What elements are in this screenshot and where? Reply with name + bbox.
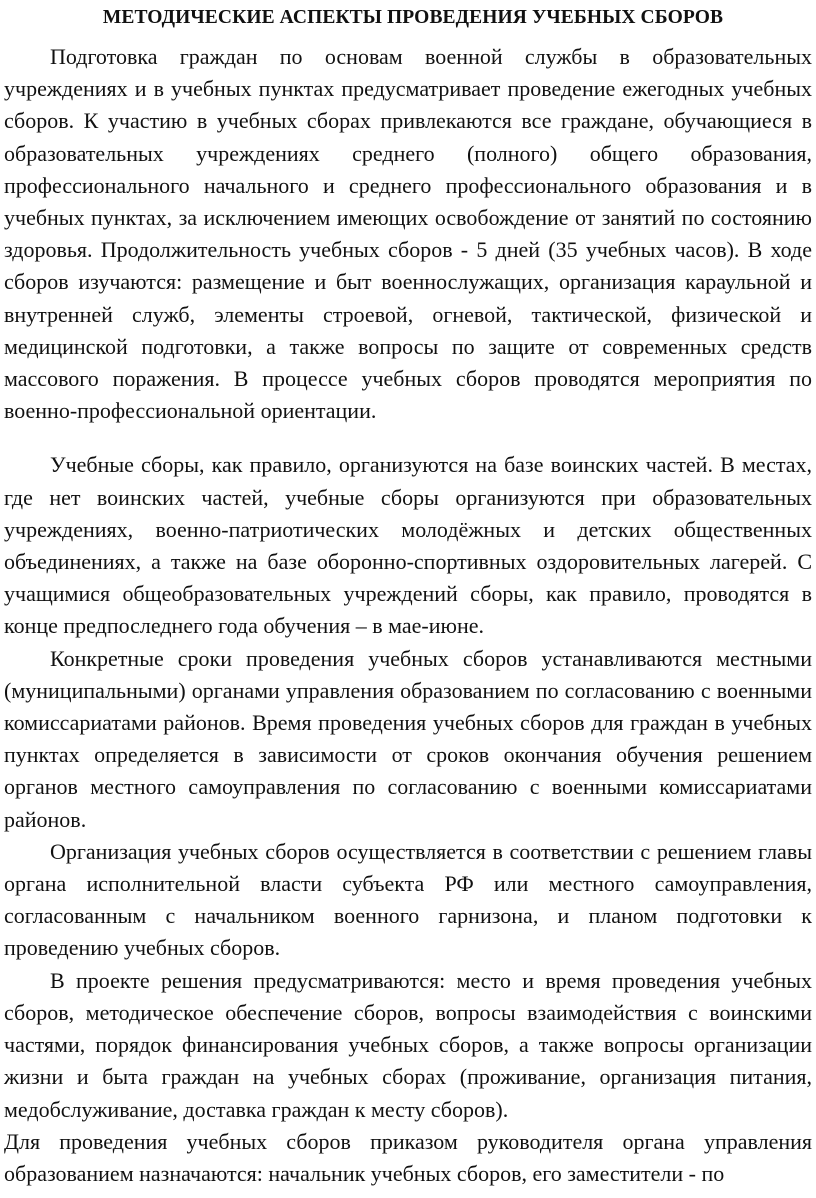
- paragraph-5: В проекте решения предусматриваются: место и время проведения учебных сборов, методическое обеспечение сборов, вопросы взаимодействия с воинскими частями, порядок финансирования учебных сборов, а также вопросы организации жизни и быта граждан на учебных сборах (проживание, организация питания, медобслуживание, доставка граждан к месту сборов).: [4, 967, 812, 1122]
- paragraph-2: Учебные сборы, как правило, организуются на базе воинских частей. В местах, где нет воинских частей, учебные сборы организуются при образовательных учреждениях, военно-патриотических молодёжных и детских общественных объединениях, а также на базе оборонно-спортивных оздоровительных лагерей. С учащимися общеобразовательных учреждений сборы, как правило, проводятся в конце предпоследнего года обучения – в мае-июне.: [4, 452, 812, 639]
- paragraph-1: Подготовка граждан по основам военной службы в образовательных учреждениях и в учебных пунктах предусматривает проведение ежегодных учебных сборов. К участию в учебных сборах привлекаются все граждане, обучающиеся в образовательных учреждениях среднего (полного) общего образования, профессионального начального и среднего профессионального образования и в учебных пунктах, за исключением имеющих освобождение от занятий по состоянию здоровья. Продолжительность учебных сборов - 5 дней (35 учебных часов). В ходе сборов изучаются: размещение и быт военнослужащих, организация караульной и внутренней служб, элементы строевой, огневой, тактической, физической и медицинской подготовки, а также вопросы по защите от современных средств массового поражения. В процессе учебных сборов проводятся мероприятия по военно-профессиональной ориентации.: [4, 44, 812, 424]
- paragraph-3: Конкретные сроки проведения учебных сборов устанавливаются местными (муниципальными) органами управления образованием по согласованию с военными комиссариатами районов. Время проведения учебных сборов для граждан в учебных пунктах определяется в зависимости от сроков окончания обучения решением органов местного самоуправления по согласованию с военными комиссариатами районов.: [4, 645, 812, 832]
- paragraph-6: Для проведения учебных сборов приказом руководителя органа управления образованием назначаются: начальник учебных сборов, его заместители - по: [4, 1128, 812, 1186]
- paragraph-4: Организация учебных сборов осуществляется в соответствии с решением главы органа исполнительной власти субъекта РФ или местного самоуправления, согласованным с начальником военного гарнизона, и планом подготовки к проведению учебных сборов.: [4, 838, 812, 961]
- document-title: МЕТОДИЧЕСКИЕ АСПЕКТЫ ПРОВЕДЕНИЯ УЧЕБНЫХ СБОРОВ: [102, 7, 724, 28]
